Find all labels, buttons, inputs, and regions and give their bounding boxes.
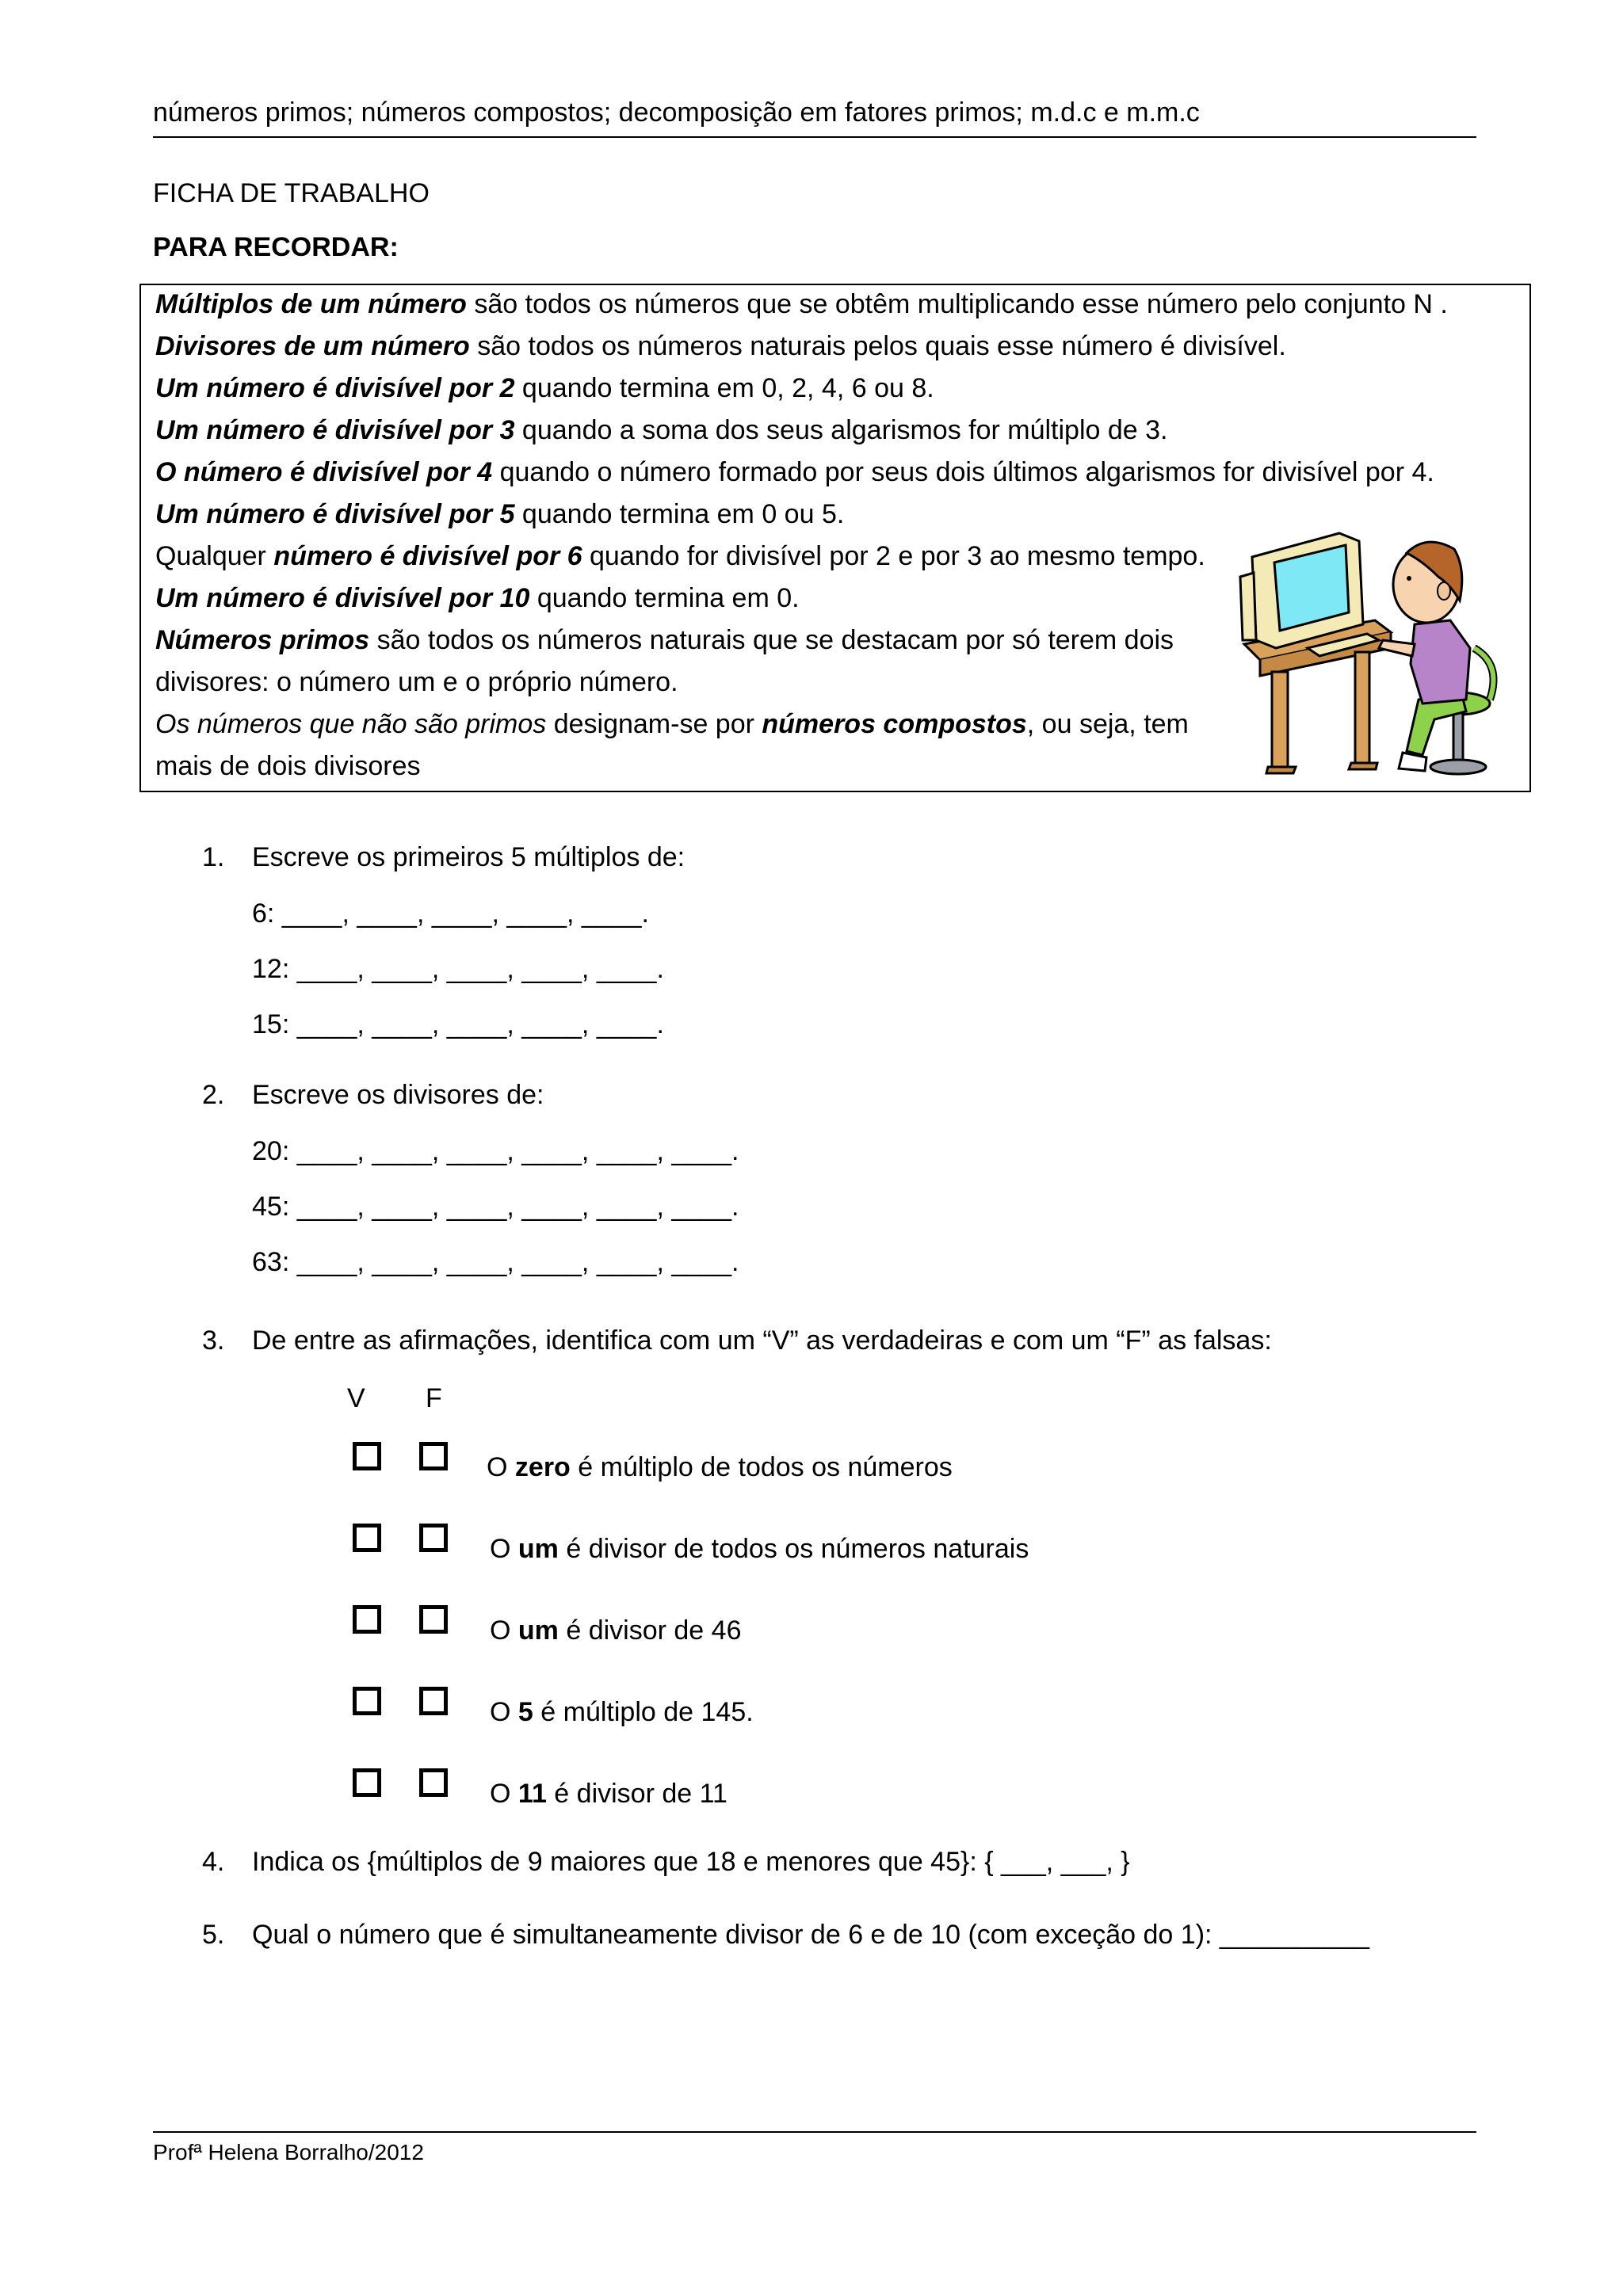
v-column-label: V bbox=[347, 1383, 365, 1413]
q2-row-45[interactable]: 45: ____, ____, ____, ____, ____, ____. bbox=[252, 1192, 739, 1222]
q1-row-12[interactable]: 12: ____, ____, ____, ____, ____. bbox=[252, 954, 664, 984]
v-checkbox-2[interactable] bbox=[353, 1524, 381, 1552]
f-checkbox-2[interactable] bbox=[419, 1524, 448, 1552]
desk-leg-right bbox=[1355, 652, 1369, 763]
box-line-11: Os números que não são primos designam-se por números compostos, ou seja, tem bbox=[155, 709, 1189, 739]
box-line-9: Números primos são todos os números naturais que se destacam por só terem dois bbox=[155, 625, 1174, 655]
statement-1: O zero é múltiplo de todos os números bbox=[487, 1452, 953, 1482]
v-checkbox-5[interactable] bbox=[353, 1768, 381, 1797]
recall-heading: PARA RECORDAR: bbox=[153, 232, 399, 262]
box-line-12: mais de dois divisores bbox=[155, 751, 421, 781]
shoe bbox=[1399, 753, 1426, 771]
box-line-5: O número é divisível por 4 quando o número formado por seus dois últimos algarismos for divisível por 4. bbox=[155, 457, 1434, 487]
q1-row-6[interactable]: 6: ____, ____, ____, ____, ____. bbox=[252, 898, 650, 929]
f-checkbox-1[interactable] bbox=[419, 1442, 448, 1470]
statement-3: O um é divisor de 46 bbox=[490, 1615, 742, 1646]
box-line-3: Um número é divisível por 2 quando termina em 0, 2, 4, 6 ou 8. bbox=[155, 373, 934, 403]
kid-at-computer-illustration bbox=[1236, 529, 1506, 787]
box-line-1: Múltiplos de um número são todos os números que se obtêm multiplicando esse número pelo conjunto N . bbox=[155, 289, 1448, 319]
v-checkbox-3[interactable] bbox=[353, 1605, 381, 1634]
footer-rule bbox=[153, 2131, 1476, 2133]
f-checkbox-3[interactable] bbox=[419, 1605, 448, 1634]
box-line-7: Qualquer número é divisível por 6 quando for divisível por 2 e por 3 ao mesmo tempo. bbox=[155, 541, 1205, 571]
statement-5: O 11 é divisor de 11 bbox=[490, 1779, 727, 1809]
f-column-label: F bbox=[426, 1383, 442, 1413]
footer-author: Profª Helena Borralho/2012 bbox=[153, 2140, 424, 2164]
f-checkbox-5[interactable] bbox=[419, 1768, 448, 1797]
header-rule bbox=[153, 136, 1476, 138]
worksheet-title: FICHA DE TRABALHO bbox=[153, 178, 430, 208]
statement-4: O 5 é múltiplo de 145. bbox=[490, 1697, 754, 1727]
f-checkbox-4[interactable] bbox=[419, 1687, 448, 1715]
shirt bbox=[1411, 620, 1470, 704]
box-line-2: Divisores de um número são todos os números naturais pelos quais esse número é divisível. bbox=[155, 331, 1286, 361]
q2-row-20[interactable]: 20: ____, ____, ____, ____, ____, ____. bbox=[252, 1136, 739, 1166]
box-line-4: Um número é divisível por 3 quando a soma dos seus algarismos for múltiplo de 3. bbox=[155, 415, 1168, 445]
box-line-8: Um número é divisível por 10 quando termina em 0. bbox=[155, 583, 800, 613]
v-checkbox-4[interactable] bbox=[353, 1687, 381, 1715]
box-line-10: divisores: o número um e o próprio número. bbox=[155, 667, 678, 697]
q2-row-63[interactable]: 63: ____, ____, ____, ____, ____, ____. bbox=[252, 1247, 739, 1277]
header-topic: números primos; números compostos; decomposição em fatores primos; m.d.c e m.m.c bbox=[153, 97, 1200, 128]
q1-row-15[interactable]: 15: ____, ____, ____, ____, ____. bbox=[252, 1009, 664, 1039]
worksheet-page: números primos; números compostos; decomposição em fatores primos; m.d.c e m.m.c FICHA DE TRABALHO PARA RECORDAR: Múltiplos de um número são todos os números que se obtêm multiplicando esse número pelo conjunto N . Divisores de um número são todos os números naturais pelos quais esse número é divisível. Um número é divisível por 2 quando termina em 0, 2, 4, 6 ou 8. Um número é divisível por 3 quando a soma dos seus algarismos for múltiplo de 3. O número é divisível por 4 quando o número formado por seus dois últimos algarismos for divisível por 4. Um número é divisível por 5 quando termina em 0 ou 5. Qualquer número é divisível por 6 quando for divisível por 2 e por 3 ao mesmo tempo. Um número é divisível por 10 quando termina em 0. Números primos são todos os números naturais que se destacam por só terem dois divisores: o número um e o próprio número. Os números que não são primos designam-se por números compostos, ou seja, tem mais de dois divisores 1. Escreve os primeiros 5 múltiplos de: 6: ____, ____, ____, ____, ____. 12: ____, ____, ____, ____, ____. 15: ____, ____, ____, ____, ____. 2. Escreve os divisores de: 20: ____, ____, ____, ____, ____, ____. 45: ____, ____, ____, ____, ____, ____. 63: ____, ____, ____, ____, ____, ____. 3. De entre as afirmações, identifica com um “V” as verdadeiras e com um “F” as falsas: V F O zero é múltiplo de todos os números O um é divisor de todos os números naturais O um é divisor de 46 O 5 é múltiplo de 145. O 11 é divisor de 11 4. Indica os {múltiplos de 9 maiores que 18 e menores que 45}: { ___, ___, } 5. Qual o número que é simultaneamente divisor de 6 e de 10 (com exceção do 1): __________ Profª Helena Borralho/2012 bbox=[0, 0, 1623, 2296]
desk-leg-left bbox=[1272, 672, 1288, 767]
box-line-6: Um número é divisível por 5 quando termina em 0 ou 5. bbox=[155, 499, 845, 529]
statement-2: O um é divisor de todos os números naturais bbox=[490, 1534, 1029, 1564]
v-checkbox-1[interactable] bbox=[353, 1442, 381, 1470]
